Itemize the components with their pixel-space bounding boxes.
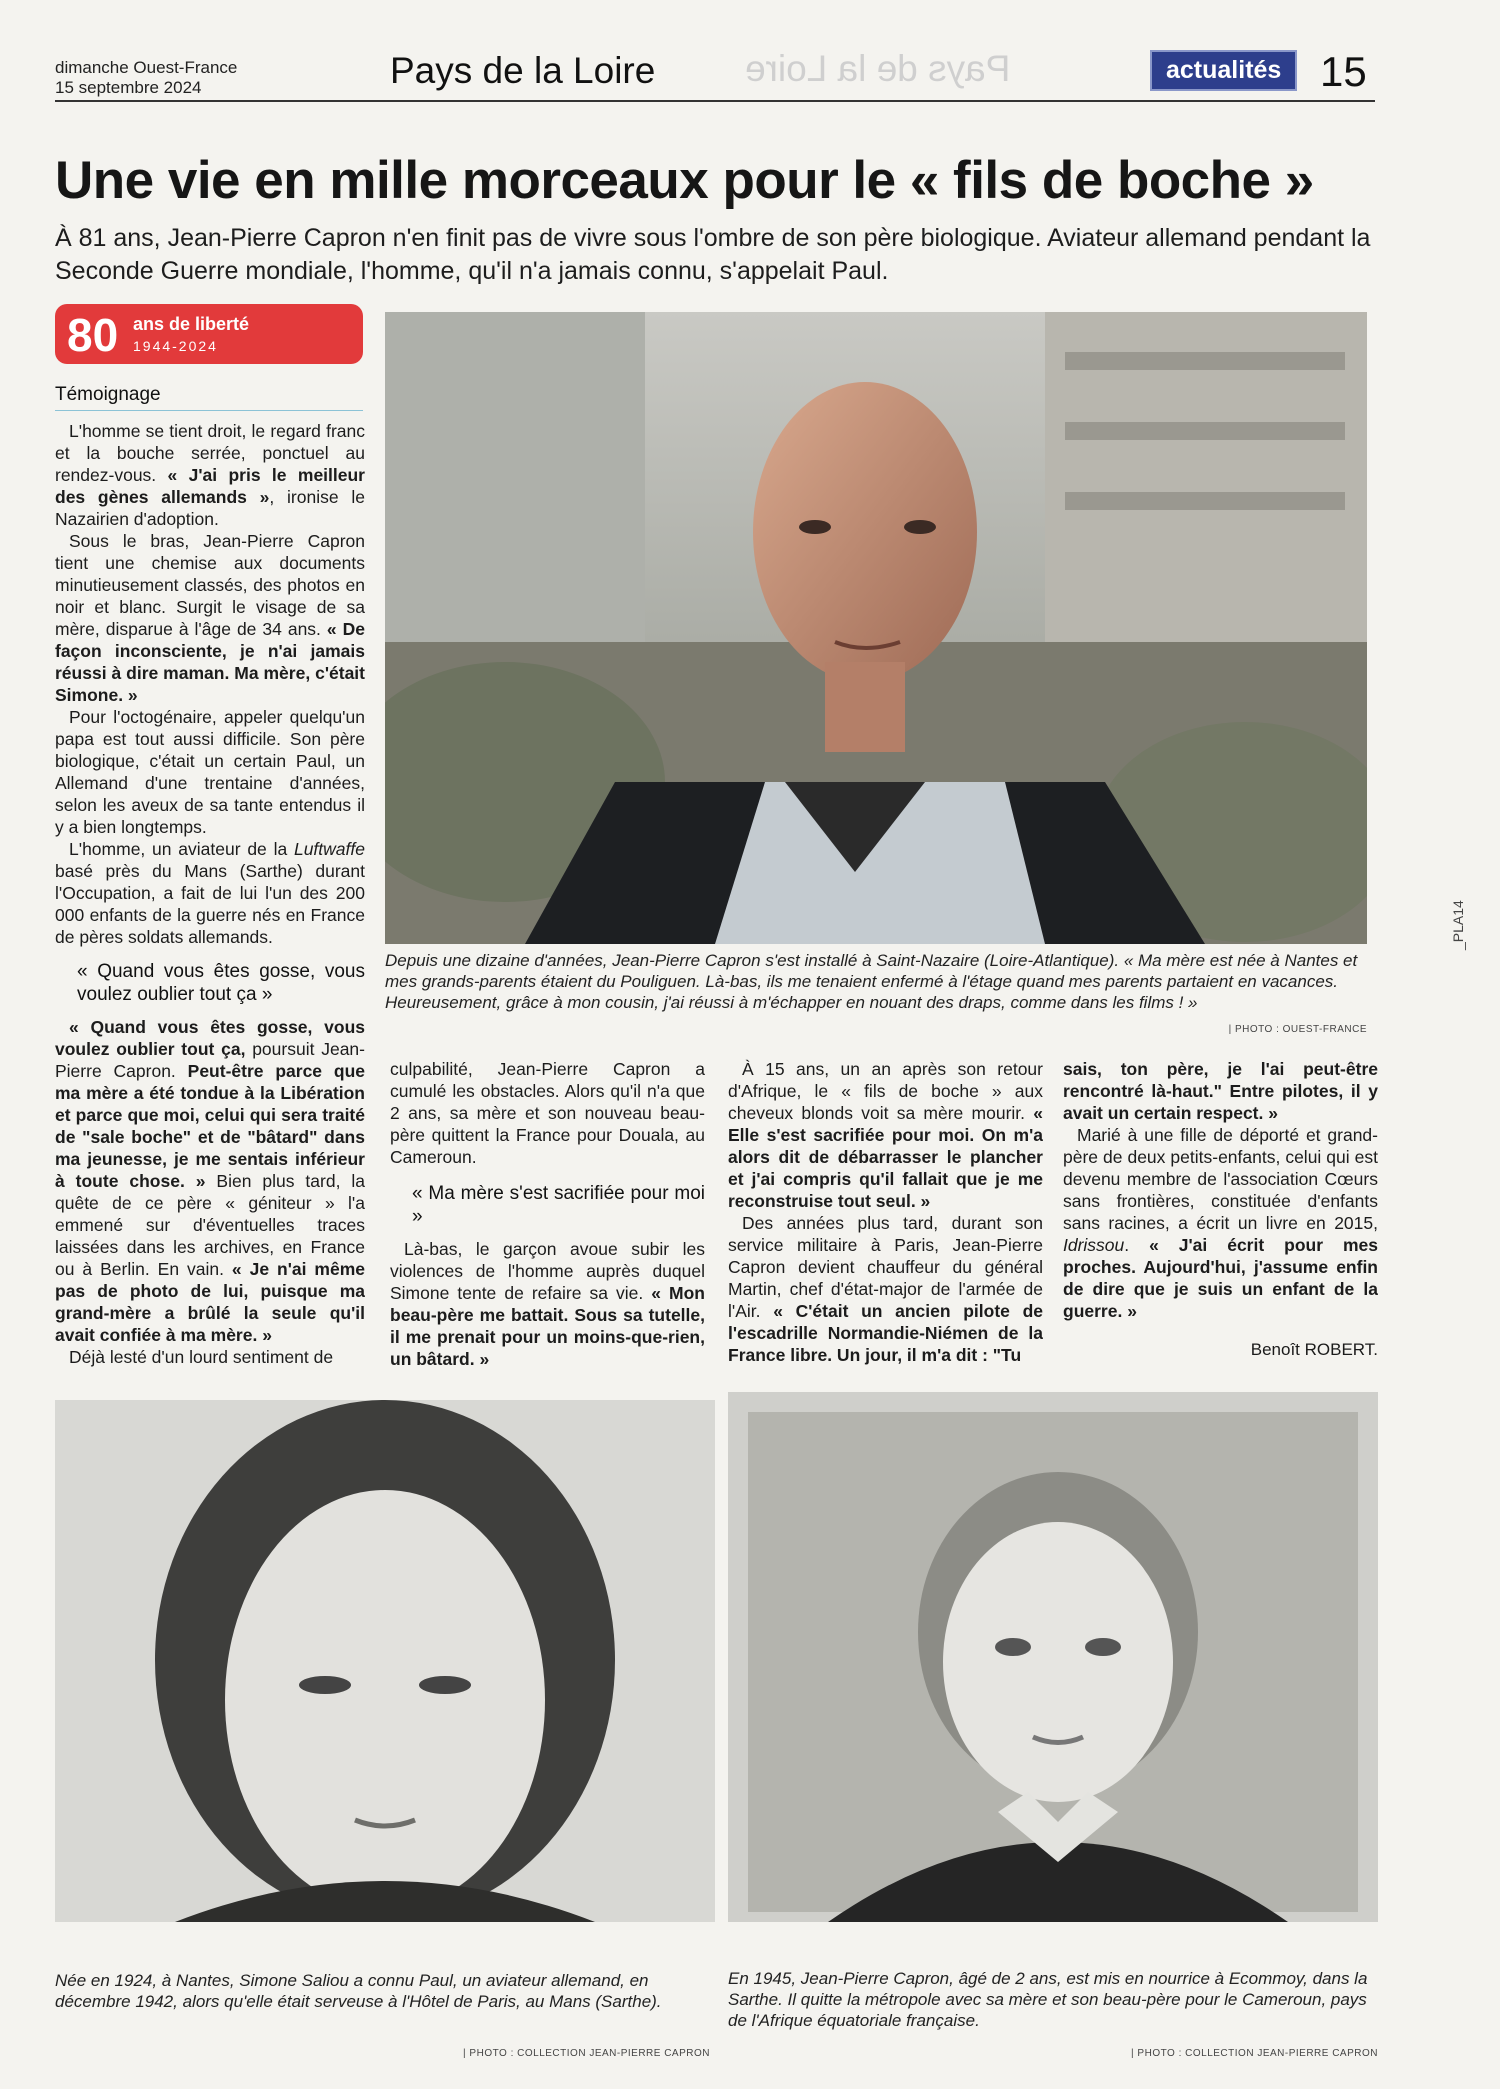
edition-date	[55, 58, 237, 98]
paragraph: À 15 ans, un an après son retour d'Afrique, le « fils de boche » aux cheveux blonds voit sa mère mourir. « Elle s'est sacrifiée pour moi. On m'a alors dit de débarrasser le plancher et j'ai compris qu'il fallait que je me reconstruise tout seul. »	[728, 1059, 1043, 1211]
portrait-child-photo	[728, 1392, 1378, 1922]
kicker-rule	[55, 410, 363, 411]
paragraph: L'homme se tient droit, le regard franc et la bouche serrée, ponctuel au rendez-vous. « J'ai pris le meilleur des gènes allemands », ironise le Nazairien d'adoption.	[55, 421, 365, 529]
paragraph: Sous le bras, Jean-Pierre Capron tient une chemise aux documents minutieusement classés, des photos en noir et blanc. Surgit le visage de sa mère, disparue à l'âge de 34 ans. « De façon inconsciente, je n'ai jamais réussi à dire maman. Ma mère, c'était Simone. »	[55, 531, 365, 705]
subheading: « Ma mère s'est sacrifiée pour moi »	[412, 1183, 705, 1227]
section-title-showthrough: Pays de la Loire	[745, 48, 1011, 89]
header-rule	[55, 100, 1375, 102]
standfirst: À 81 ans, Jean-Pierre Capron n'en finit pas de vivre sous l'ombre de son père biologique. Aviateur allemand pendant la Seconde Guerre mondiale, l'homme, qu'il n'a jamais connu, s'appelait Paul.	[55, 224, 1371, 285]
author-signature: Benoît ROBERT.	[1250, 1340, 1378, 1359]
child-photo-caption: En 1945, Jean-Pierre Capron, âgé de 2 ans, est mis en nourrice à Ecommoy, dans la Sarthe. Il quitte la métropole avec sa mère et son beau-père pour le Cameroun, pays de l'Afrique équatoriale française.	[728, 1969, 1368, 2030]
article-column-2	[390, 1058, 705, 1388]
mother-photo-credit: | PHOTO : COLLECTION JEAN-PIERRE CAPRON	[463, 2048, 710, 2059]
article-column-4	[1063, 1058, 1378, 1348]
badge-number: 80	[67, 309, 119, 361]
kicker: Témoignage	[55, 384, 161, 405]
paragraph: sais, ton père, je l'ai peut-être rencontré là-haut." Entre pilotes, il y avait un certain respect. »	[1063, 1059, 1378, 1123]
paragraph: Pour l'octogénaire, appeler quelqu'un papa est tout aussi difficile. Son père biologique, c'était un certain Paul, un Allemand d'une trentaine d'années, selon les aveux de sa tante entendus il y a bien longtemps.	[55, 707, 365, 837]
edition-name: dimanche Ouest-France	[55, 58, 238, 77]
child-photo	[728, 1392, 1378, 1922]
mother-photo-caption: Née en 1924, à Nantes, Simone Saliou a connu Paul, un aviateur allemand, en décembre 1942, alors qu'elle était serveuse à l'Hôtel de Paris, au Mans (Sarthe).	[55, 1971, 662, 2011]
publication-date: 15 septembre 2024	[55, 78, 202, 97]
paragraph: Marié à une fille de déporté et grand-père de deux petits-enfants, celui qui est devenu membre de l'association Cœurs sans frontières, constituée d'enfants sans racines, a écrit un livre en 2015, Idrissou. « J'ai écrit pour mes proches. Aujourd'hui, j'assume enfin de dire que je suis un enfant de la guerre. »	[1063, 1125, 1378, 1321]
paragraph: « Quand vous êtes gosse, vous voulez oublier tout ça, poursuit Jean-Pierre Capron. Peut-être parce que ma mère a été tondue à la Libération et parce que moi, celui qui sera traité de "sale boche" et de "bâtard" dans ma jeunesse, je me sentais inférieur à toute chose. » Bien plus tard, la quête de ce père « géniteur » l'a emmené sur d'éventuelles traces laissées dans les archives, en France ou à Berlin. En vain. « Je n'ai même pas de photo de lui, puisque ma grand-mère a brûlé la seule qu'il avait confiée à ma mère. »	[55, 1017, 365, 1345]
badge-years: 1944-2024	[133, 338, 218, 354]
article-column-3	[728, 1058, 1043, 1388]
badge-label: ans de liberté	[133, 314, 250, 334]
subheading: « Quand vous êtes gosse, vous voulez oublier tout ça »	[77, 961, 365, 1005]
portrait-man-photo	[385, 312, 1367, 944]
paragraph: Des années plus tard, durant son service militaire à Paris, Jean-Pierre Capron devient chauffeur du général Martin, chef d'état-major de l'armée de l'Air. « C'était un ancien pilote de l'escadrille Normandie-Niémen de la France libre. Un jour, il m'a dit : "Tu	[728, 1213, 1043, 1365]
section-title: Pays de la Loire	[390, 50, 656, 91]
main-photo-caption: Depuis une dizaine d'années, Jean-Pierre Capron s'est installé à Saint-Nazaire (Loire-Atlantique). « Ma mère est née à Nantes et mes grands-parents étaient du Pouliguen. Là-bas, ils me tenaient enfermé à l'étage quand mes parents partaient en vacances. Heureusement, grâce à mon cousin, j'ai réussi à m'échapper en nouant des draps, comme dans les films ! »	[385, 951, 1358, 1012]
article-column-1	[55, 420, 365, 1425]
paragraph: L'homme, un aviateur de la Luftwaffe basé près du Mans (Sarthe) durant l'Occupation, a fait de lui l'un des 200 000 enfants de la guerre nés en France de pères soldats allemands.	[55, 839, 365, 947]
paragraph: Là-bas, le garçon avoue subir les violences de l'homme auprès duquel Simone tente de refaire sa vie. « Mon beau-père me battait. Sous sa tutelle, il me prenait pour un moins-que-rien, un bâtard. »	[390, 1239, 705, 1369]
portrait-woman-photo	[55, 1400, 715, 1922]
page-number: 15	[1320, 48, 1367, 95]
margin-code: _PLA14	[1450, 900, 1466, 950]
main-photo	[385, 312, 1367, 944]
paragraph: culpabilité, Jean-Pierre Capron a cumulé les obstacles. Alors qu'il n'a que 2 ans, sa mère et son nouveau beau-père quittent la France pour Douala, au Cameroun.	[390, 1059, 705, 1167]
rubric-tag: actualités	[1150, 50, 1297, 91]
anniversary-badge	[55, 304, 363, 364]
paragraph: Déjà lesté d'un lourd sentiment de	[69, 1347, 334, 1367]
headline: Une vie en mille morceaux pour le « fils de boche »	[55, 151, 1314, 210]
child-photo-credit: | PHOTO : COLLECTION JEAN-PIERRE CAPRON	[1131, 2048, 1378, 2059]
mother-photo	[55, 1400, 715, 1922]
main-photo-credit: | PHOTO : OUEST-FRANCE	[1228, 1024, 1367, 1035]
